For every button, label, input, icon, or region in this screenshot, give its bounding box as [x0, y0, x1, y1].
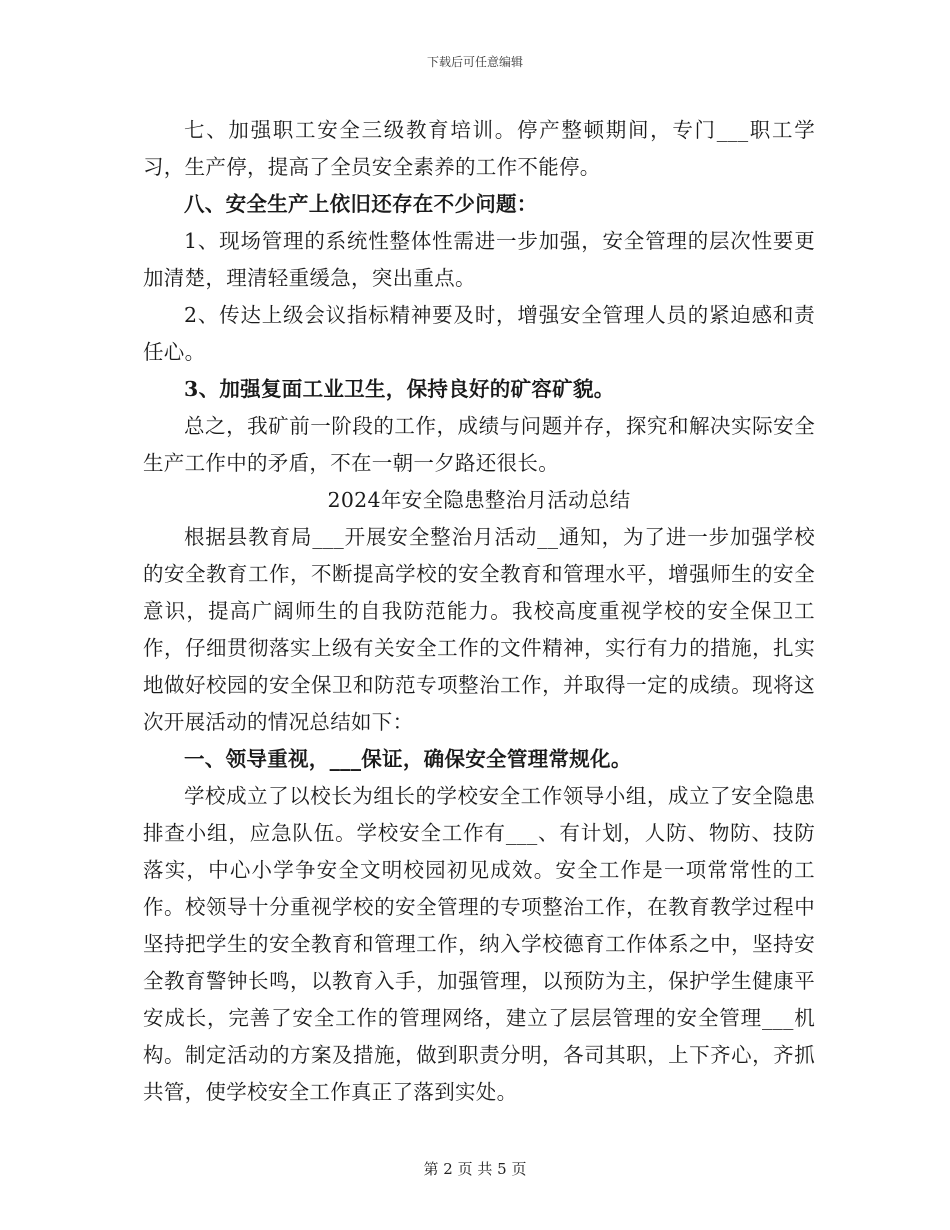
- subheading-leadership: 一、领导重视，___保证，确保安全管理常规化。: [184, 747, 632, 771]
- paragraph-leadership-detail: 学校成立了以校长为组长的学校安全工作领导小组，成立了安全隐患排查小组，应急队伍。学校安全工作有___、有计划，人防、物防、技防落实，中心小学争安全文明校园初见成效。安全工作是一项常常性的工作。校领导十分重视学校的安全管理的专项整治工作，在教育教学过程中坚持把学生的安全教育和管理工作，纳入学校德育工作体系之中，坚持安全教育警钟长鸣，以教育入手，加强管理，以预防为主，保护学生健康平安成长，完善了安全工作的管理网络，建立了层层管理的安全管理___机构。制定活动的方案及措施，做到职责分明，各司其职，上下齐心，齐抓共管，使学校安全工作真正了落到实处。: [143, 784, 815, 1104]
- paragraph-item-7: 七、加强职工安全三级教育培训。停产整顿期间，专门___职工学习，生产停，提高了全员安全素养的工作不能停。: [143, 118, 815, 179]
- document-body: [143, 112, 815, 1111]
- section-title: 2024年安全隐患整治月活动总结: [327, 488, 631, 512]
- paragraph-problem-1: 1、现场管理的系统性整体性需进一步加强，安全管理的层次性要更加清楚，理清轻重缓急，突出重点。: [143, 229, 815, 290]
- paragraph-intro: 根据县教育局___开展安全整治月活动__通知，为了进一步加强学校的安全教育工作，不断提高学校的安全教育和管理水平，增强师生的安全意识，提高广阔师生的自我防范能力。我校高度重视学校的安全保卫工作，仔细贯彻落实上级有关安全工作的文件精神，实行有力的措施，扎实地做好校园的安全保卫和防范专项整治工作，并取得一定的成绩。现将这次开展活动的情况总结如下：: [143, 525, 815, 734]
- page-number: 第 2 页 共 5 页: [423, 1160, 527, 1178]
- page-header-note: 下载后可任意编辑: [426, 55, 523, 69]
- paragraph-conclusion: 总之，我矿前一阶段的工作，成绩与问题并存，探究和解决实际安全生产工作中的矛盾，不在一朝一夕路还很长。: [143, 414, 815, 475]
- paragraph-problem-3: 3、加强复面工业卫生，保持良好的矿容矿貌。: [184, 377, 615, 401]
- paragraph-item-8-heading: 八、安全生产上依旧还存在不少问题：: [184, 192, 538, 216]
- paragraph-problem-2: 2、传达上级会议指标精神要及时，增强安全管理人员的紧迫感和责任心。: [143, 303, 815, 364]
